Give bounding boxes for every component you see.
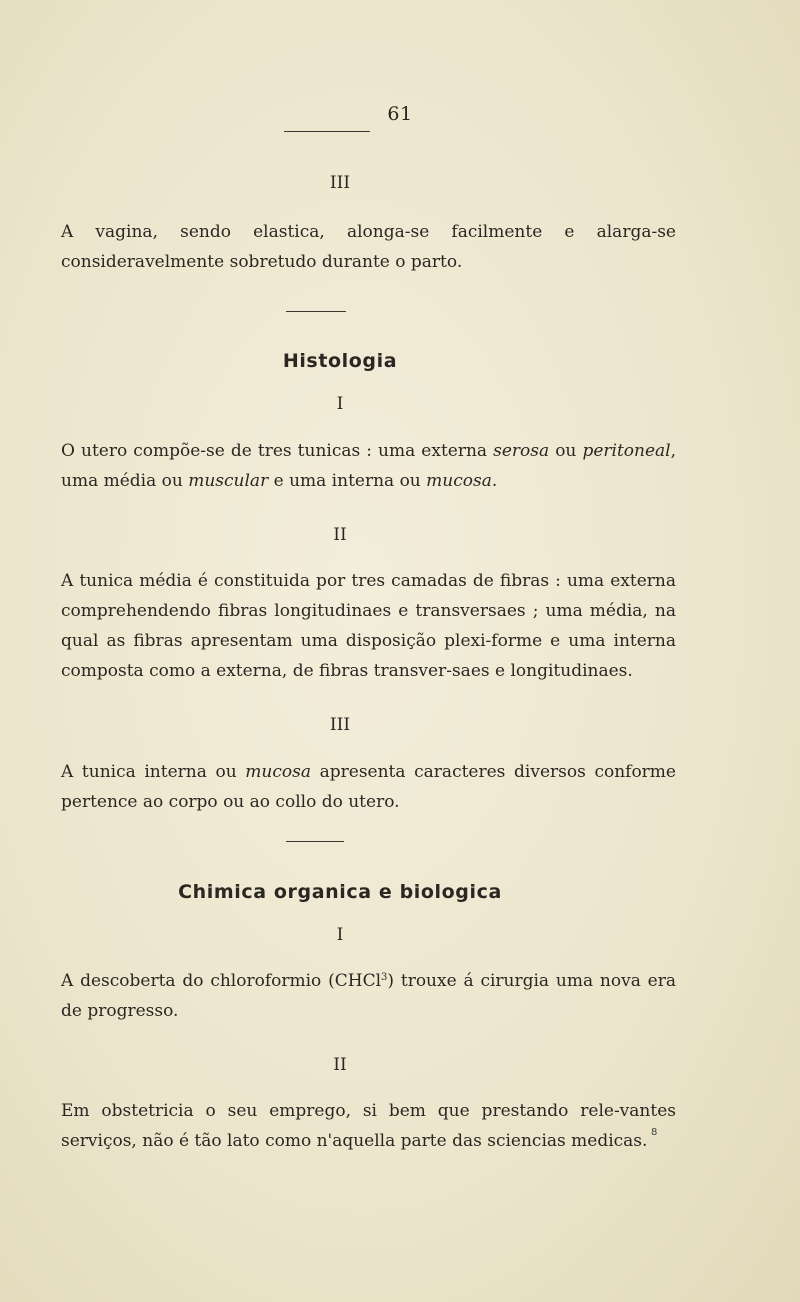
- paragraph-chimica-2: Em obstetricia o seu emprego, si bem que prestando rele-vantes serviços, não é tão lato como n'aquella parte das sciencias medicas.: [61, 1101, 676, 1151]
- section-divider: [286, 841, 344, 842]
- paragraph-histologia-1: O utero compõe-se de tres tunicas : uma externa serosa ou peritoneal, uma média ou muscular e uma interna ou mucosa.: [61, 441, 676, 491]
- section-numeral: I: [336, 925, 344, 945]
- section-numeral: III: [329, 173, 351, 193]
- section-numeral: II: [333, 1055, 347, 1075]
- printer-signature-mark: 8: [651, 1127, 658, 1138]
- section-numeral: II: [333, 525, 347, 545]
- paragraph-histologia-3: A tunica interna ou mucosa apresenta caracteres diversos conforme pertence ao corpo ou ao collo do utero.: [61, 762, 676, 812]
- section-divider: [286, 311, 346, 312]
- page-number-rule: [284, 131, 370, 132]
- paragraph-histologia-2: A tunica média é constituida por tres camadas de fibras : uma externa comprehendendo fibras longitudinaes e transversaes ; uma média, na qual as fibras apresentam uma disposição plexi-forme e uma interna composta como a externa, de fibras transver-saes e longitudinaes.: [61, 571, 676, 681]
- section-numeral: I: [336, 394, 344, 414]
- paragraph-intro: A vagina, sendo elastica, alonga-se facilmente e alarga-se consideravelmente sobretudo durante o parto.: [61, 222, 676, 272]
- section-numeral: III: [329, 715, 351, 735]
- page-number: 61: [387, 103, 413, 125]
- heading-chimica: Chimica organica e biologica: [178, 881, 502, 903]
- paragraph-chimica-1: A descoberta do chloroformio (CHCl$^3$) trouxe á cirurgia uma nova era de progresso.: [61, 971, 676, 1021]
- heading-histologia: Histologia: [282, 350, 398, 372]
